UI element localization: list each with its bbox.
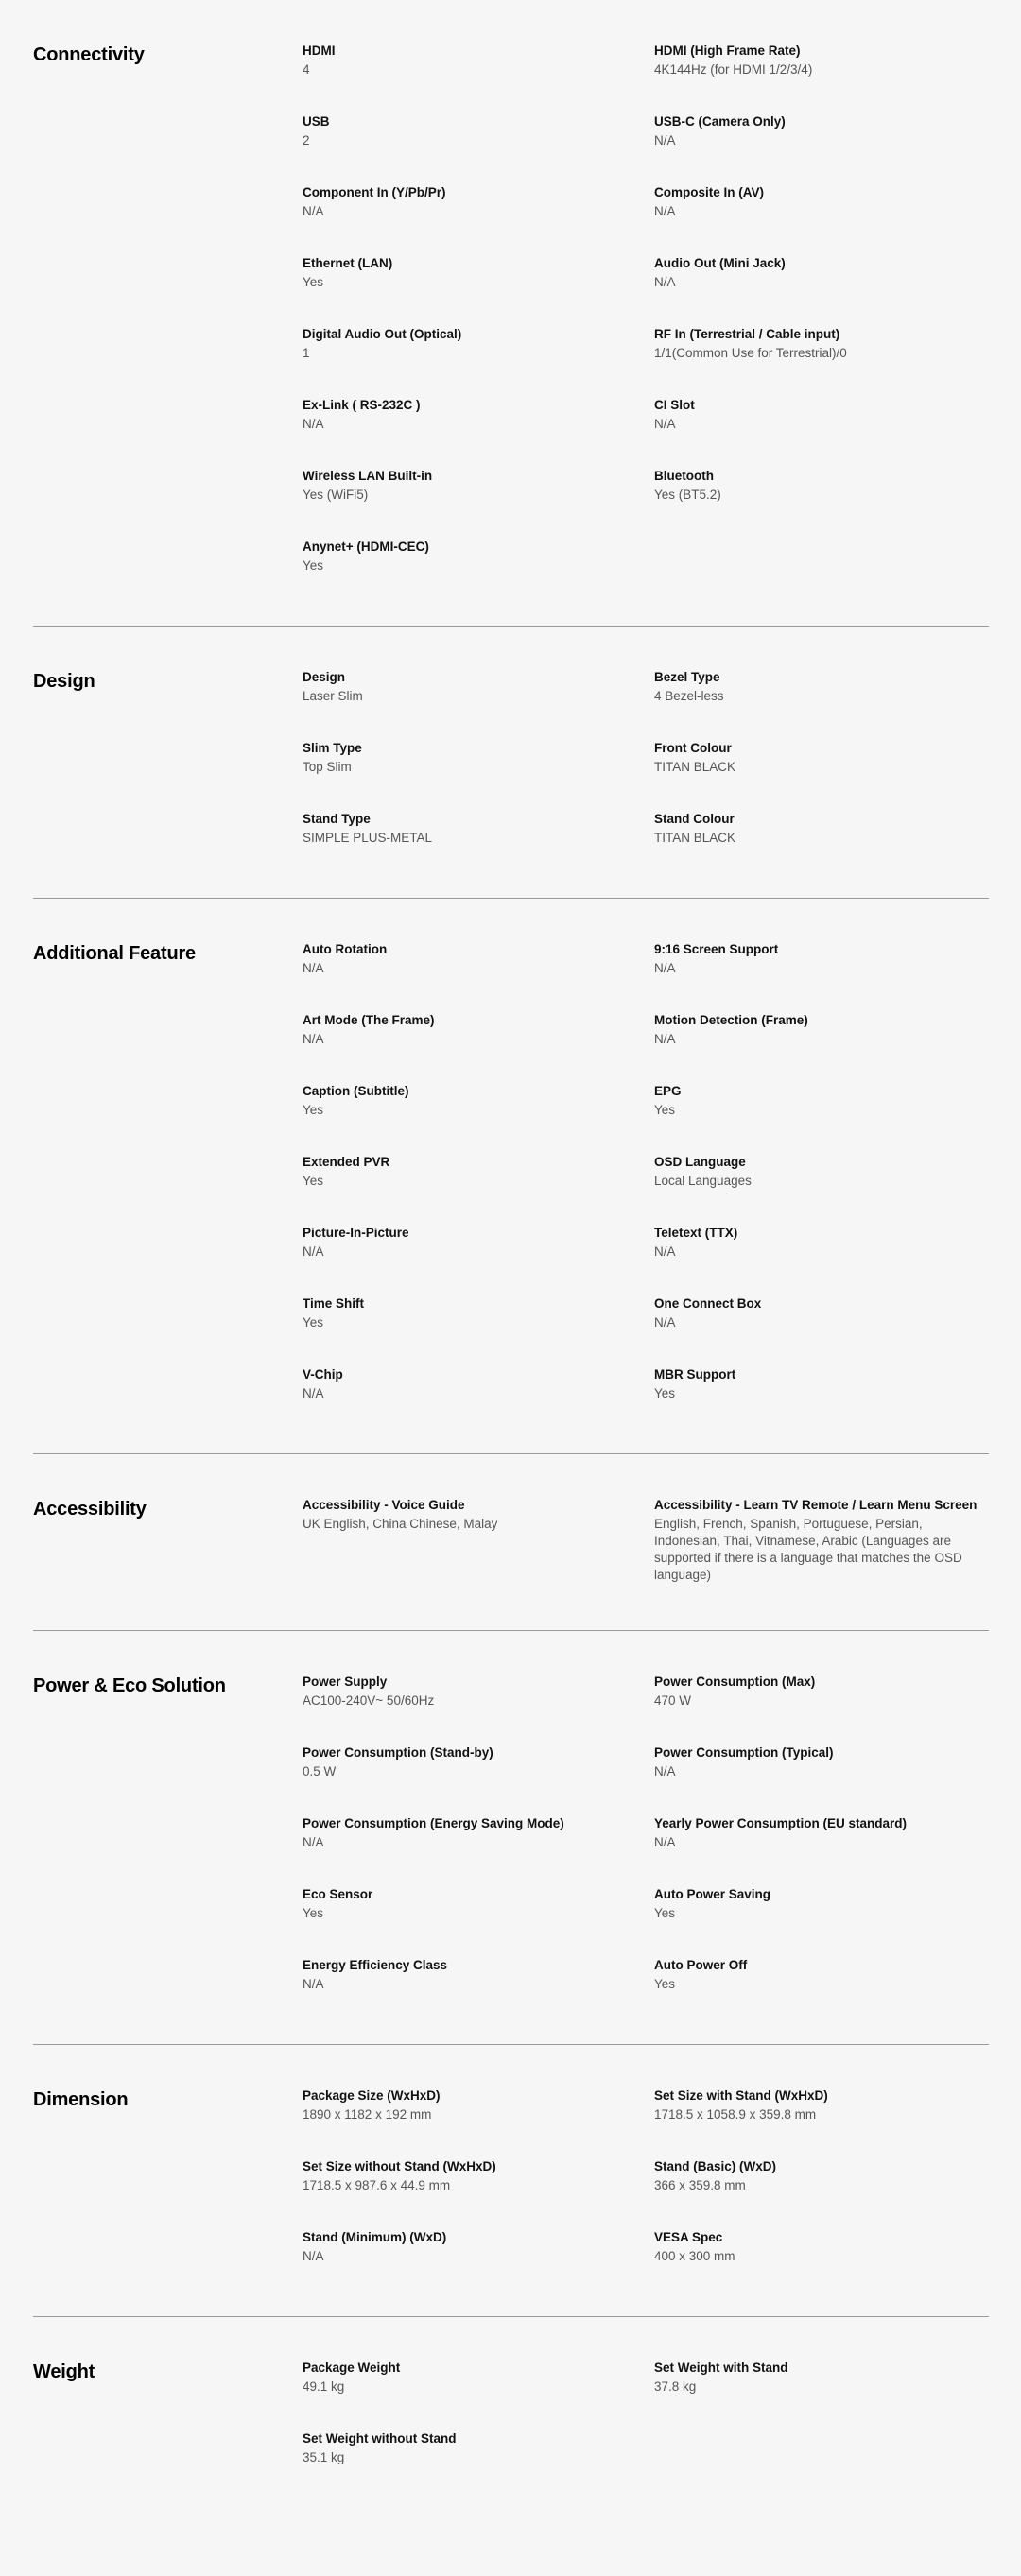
spec-item-eco-sensor [303,1885,654,1927]
spec-value: 2 [303,133,310,147]
spec-item-ex-link-rs-232c [303,396,654,438]
spec-label: Set Weight without Stand [303,2431,457,2446]
spec-item-power-consumption-max [654,1673,989,1714]
spec-item-digital-audio-out-optical [303,325,654,367]
spec-value: Yes [654,1906,676,1920]
spec-item-auto-power-off [654,1956,989,1998]
spec-label: Picture-In-Picture [303,1226,409,1240]
spec-value: N/A [654,275,676,289]
spec-item-usb [303,112,654,154]
spec-label: Auto Rotation [303,942,388,956]
spec-value: 37.8 kg [654,2379,697,2394]
spec-value: N/A [654,1245,676,1259]
spec-item-9-16-screen-support [654,940,989,982]
spec-item-hdmi [303,42,654,83]
spec-label: Eco Sensor [303,1887,373,1901]
spec-label: MBR Support [654,1367,736,1382]
spec-label: Stand (Minimum) (WxD) [303,2230,447,2244]
spec-value: English, French, Spanish, Portuguese, Persian, Indonesian, Thai, Vitnamese, Arabic (Languages are supported if there is a language that matches the OSD language) [654,1517,962,1582]
spec-label: Motion Detection (Frame) [654,1013,808,1027]
spec-label: Power Consumption (Energy Saving Mode) [303,1816,564,1830]
spec-label: Stand (Basic) (WxD) [654,2159,777,2173]
spec-item-stand-minimum-wxd [303,2228,654,2270]
spec-value: Laser Slim [303,689,363,703]
spec-label: Stand Type [303,812,371,826]
spec-item-component-in-y-pb-pr [303,183,654,225]
spec-item-rf-in-terrestrial-cable-input [654,325,989,367]
spec-grid [303,668,989,851]
spec-grid [303,42,989,579]
spec-section-accessibility [33,1454,989,1631]
spec-label: V-Chip [303,1367,343,1382]
spec-value: Yes [654,1103,676,1117]
spec-label: Audio Out (Mini Jack) [654,256,786,270]
spec-section-additional-feature [33,899,989,1454]
spec-item-package-size-wxhxd [303,2087,654,2128]
spec-item-accessibility-voice-guide [303,1496,654,1584]
spec-item-composite-in-av [654,183,989,225]
spec-label: Slim Type [303,741,362,755]
spec-value: N/A [654,1764,676,1778]
spec-section-dimension [33,2045,989,2317]
spec-item-yearly-power-consumption-eu-standard [654,1814,989,1856]
spec-label: Digital Audio Out (Optical) [303,327,462,341]
section-title: Connectivity [33,44,145,65]
spec-item-caption-subtitle [303,1082,654,1124]
spec-value: Yes (WiFi5) [303,488,369,502]
spec-label: 9:16 Screen Support [654,942,779,956]
spec-value: 35.1 kg [303,2450,345,2464]
spec-label: EPG [654,1084,682,1098]
spec-section-power-eco-solution [33,1631,989,2045]
spec-item-power-consumption-energy-saving-mode [303,1814,654,1856]
section-title: Dimension [33,2089,129,2110]
spec-grid [303,1673,989,1998]
spec-label: Accessibility - Voice Guide [303,1498,465,1512]
spec-item-set-size-without-stand-wxhxd [303,2157,654,2199]
spec-label: Design [303,670,346,684]
spec-value: 4 Bezel-less [654,689,724,703]
spec-value: Yes [303,558,324,573]
spec-label: Energy Efficiency Class [303,1958,448,1972]
spec-label: Power Supply [303,1674,388,1689]
spec-label: USB-C (Camera Only) [654,114,786,129]
section-title: Weight [33,2361,95,2382]
spec-item-set-size-with-stand-wxhxd [654,2087,989,2128]
spec-label: Teletext (TTX) [654,1226,738,1240]
spec-item-anynet-hdmi-cec [303,538,654,579]
spec-item-bezel-type [654,668,989,710]
spec-value: AC100-240V~ 50/60Hz [303,1693,435,1708]
spec-label: Package Size (WxHxD) [303,2088,441,2103]
spec-value: N/A [654,417,676,431]
spec-value: Yes [303,1906,324,1920]
spec-value: Yes [303,1174,324,1188]
section-title: Accessibility [33,1499,147,1520]
spec-value: Yes [303,1103,324,1117]
spec-value: N/A [654,204,676,218]
spec-item-power-consumption-typical [654,1743,989,1785]
spec-label: USB [303,114,330,129]
spec-item-motion-detection-frame [654,1011,989,1053]
spec-item-front-colour [654,739,989,781]
spec-item-audio-out-mini-jack [654,254,989,296]
spec-value: N/A [303,1245,324,1259]
spec-item-stand-basic-wxd [654,2157,989,2199]
spec-label: Stand Colour [654,812,735,826]
spec-value: N/A [654,133,676,147]
spec-label: HDMI [303,43,336,58]
spec-value: Yes [654,1977,676,1991]
spec-value: N/A [303,1386,324,1400]
spec-value: 1718.5 x 1058.9 x 359.8 mm [654,2107,817,2121]
spec-label: Accessibility - Learn TV Remote / Learn Menu Screen [654,1498,978,1512]
spec-value: 49.1 kg [303,2379,345,2394]
spec-value: 4 [303,62,310,77]
spec-label: Anynet+ (HDMI-CEC) [303,540,429,554]
spec-item-art-mode-the-frame [303,1011,654,1053]
spec-label: Extended PVR [303,1155,390,1169]
spec-item-power-consumption-stand-by [303,1743,654,1785]
spec-section-design [33,627,989,899]
spec-value: 470 W [654,1693,692,1708]
spec-value: SIMPLE PLUS-METAL [303,831,433,845]
section-title: Additional Feature [33,943,196,964]
spec-item-accessibility-learn-tv-remote-learn-menu-screen [654,1496,989,1584]
spec-label: Power Consumption (Max) [654,1674,816,1689]
spec-item-extended-pvr [303,1153,654,1194]
spec-item-epg [654,1082,989,1124]
spec-label: CI Slot [654,398,695,412]
spec-value: N/A [303,2249,324,2263]
spec-item-bluetooth [654,467,989,508]
spec-item-ci-slot [654,396,989,438]
spec-label: Composite In (AV) [654,185,764,199]
spec-value: 0.5 W [303,1764,337,1778]
spec-grid [303,2359,989,2471]
spec-value: 1718.5 x 987.6 x 44.9 mm [303,2178,451,2192]
spec-label: VESA Spec [654,2230,723,2244]
spec-label: RF In (Terrestrial / Cable input) [654,327,840,341]
spec-item-osd-language [654,1153,989,1194]
spec-grid [303,1496,989,1584]
spec-value: Local Languages [654,1174,752,1188]
spec-item-design [303,668,654,710]
spec-item-set-weight-without-stand [303,2430,654,2471]
spec-value: 1/1(Common Use for Terrestrial)/0 [654,346,847,360]
spec-label: Component In (Y/Pb/Pr) [303,185,446,199]
spec-label: Power Consumption (Typical) [654,1745,834,1760]
section-title: Design [33,671,95,692]
spec-label: Set Size with Stand (WxHxD) [654,2088,828,2103]
spec-value: Yes (BT5.2) [654,488,721,502]
spec-grid [303,2087,989,2270]
spec-label: Auto Power Off [654,1958,748,1972]
spec-label: Front Colour [654,741,732,755]
spec-label: Power Consumption (Stand-by) [303,1745,493,1760]
spec-item-vesa-spec [654,2228,989,2270]
spec-value: N/A [303,1032,324,1046]
spec-value: N/A [303,417,324,431]
spec-item-auto-rotation [303,940,654,982]
spec-value: N/A [303,204,324,218]
spec-item-stand-colour [654,810,989,851]
spec-value: 1 [303,346,310,360]
spec-item-set-weight-with-stand [654,2359,989,2400]
spec-label: Bezel Type [654,670,720,684]
spec-label: Wireless LAN Built-in [303,469,433,483]
spec-label: HDMI (High Frame Rate) [654,43,801,58]
spec-value: N/A [303,1835,324,1849]
spec-label: Auto Power Saving [654,1887,771,1901]
spec-value: TITAN BLACK [654,831,736,845]
spec-value: Top Slim [303,760,352,774]
spec-item-slim-type [303,739,654,781]
spec-label: Art Mode (The Frame) [303,1013,435,1027]
spec-label: Set Weight with Stand [654,2361,788,2375]
spec-label: Time Shift [303,1297,365,1311]
spec-item-time-shift [303,1295,654,1336]
spec-item-energy-efficiency-class [303,1956,654,1998]
spec-item-auto-power-saving [654,1885,989,1927]
spec-item-stand-type [303,810,654,851]
spec-label: Set Size without Stand (WxHxD) [303,2159,496,2173]
spec-value: N/A [303,1977,324,1991]
spec-item-package-weight [303,2359,654,2400]
spec-value: N/A [654,1835,676,1849]
spec-item-one-connect-box [654,1295,989,1336]
spec-item-usb-c-camera-only [654,112,989,154]
spec-label: OSD Language [654,1155,746,1169]
section-title: Power & Eco Solution [33,1675,226,1696]
spec-label: Caption (Subtitle) [303,1084,409,1098]
spec-item-power-supply [303,1673,654,1714]
spec-section-connectivity [33,0,989,627]
spec-item-v-chip [303,1365,654,1407]
spec-section-weight [33,2317,989,2509]
spec-item-picture-in-picture [303,1224,654,1265]
spec-value: N/A [654,1315,676,1330]
spec-label: Ex-Link ( RS-232C ) [303,398,421,412]
spec-value: 366 x 359.8 mm [654,2178,746,2192]
spec-value: 1890 x 1182 x 192 mm [303,2107,432,2121]
spec-item-mbr-support [654,1365,989,1407]
spec-value: UK English, China Chinese, Malay [303,1517,498,1531]
spec-value: Yes [303,1315,324,1330]
spec-value: N/A [303,961,324,975]
spec-value: 4K144Hz (for HDMI 1/2/3/4) [654,62,813,77]
spec-value: N/A [654,961,676,975]
spec-item-teletext-ttx [654,1224,989,1265]
spec-label: Package Weight [303,2361,401,2375]
spec-value: 400 x 300 mm [654,2249,735,2263]
spec-label: Ethernet (LAN) [303,256,393,270]
spec-label: Bluetooth [654,469,714,483]
spec-label: One Connect Box [654,1297,762,1311]
spec-item-ethernet-lan [303,254,654,296]
spec-grid [303,940,989,1407]
spec-item-hdmi-high-frame-rate [654,42,989,83]
spec-label: Yearly Power Consumption (EU standard) [654,1816,908,1830]
spec-item-wireless-lan-built-in [303,467,654,508]
spec-value: Yes [303,275,324,289]
spec-value: TITAN BLACK [654,760,736,774]
spec-value: Yes [654,1386,676,1400]
spec-value: N/A [654,1032,676,1046]
